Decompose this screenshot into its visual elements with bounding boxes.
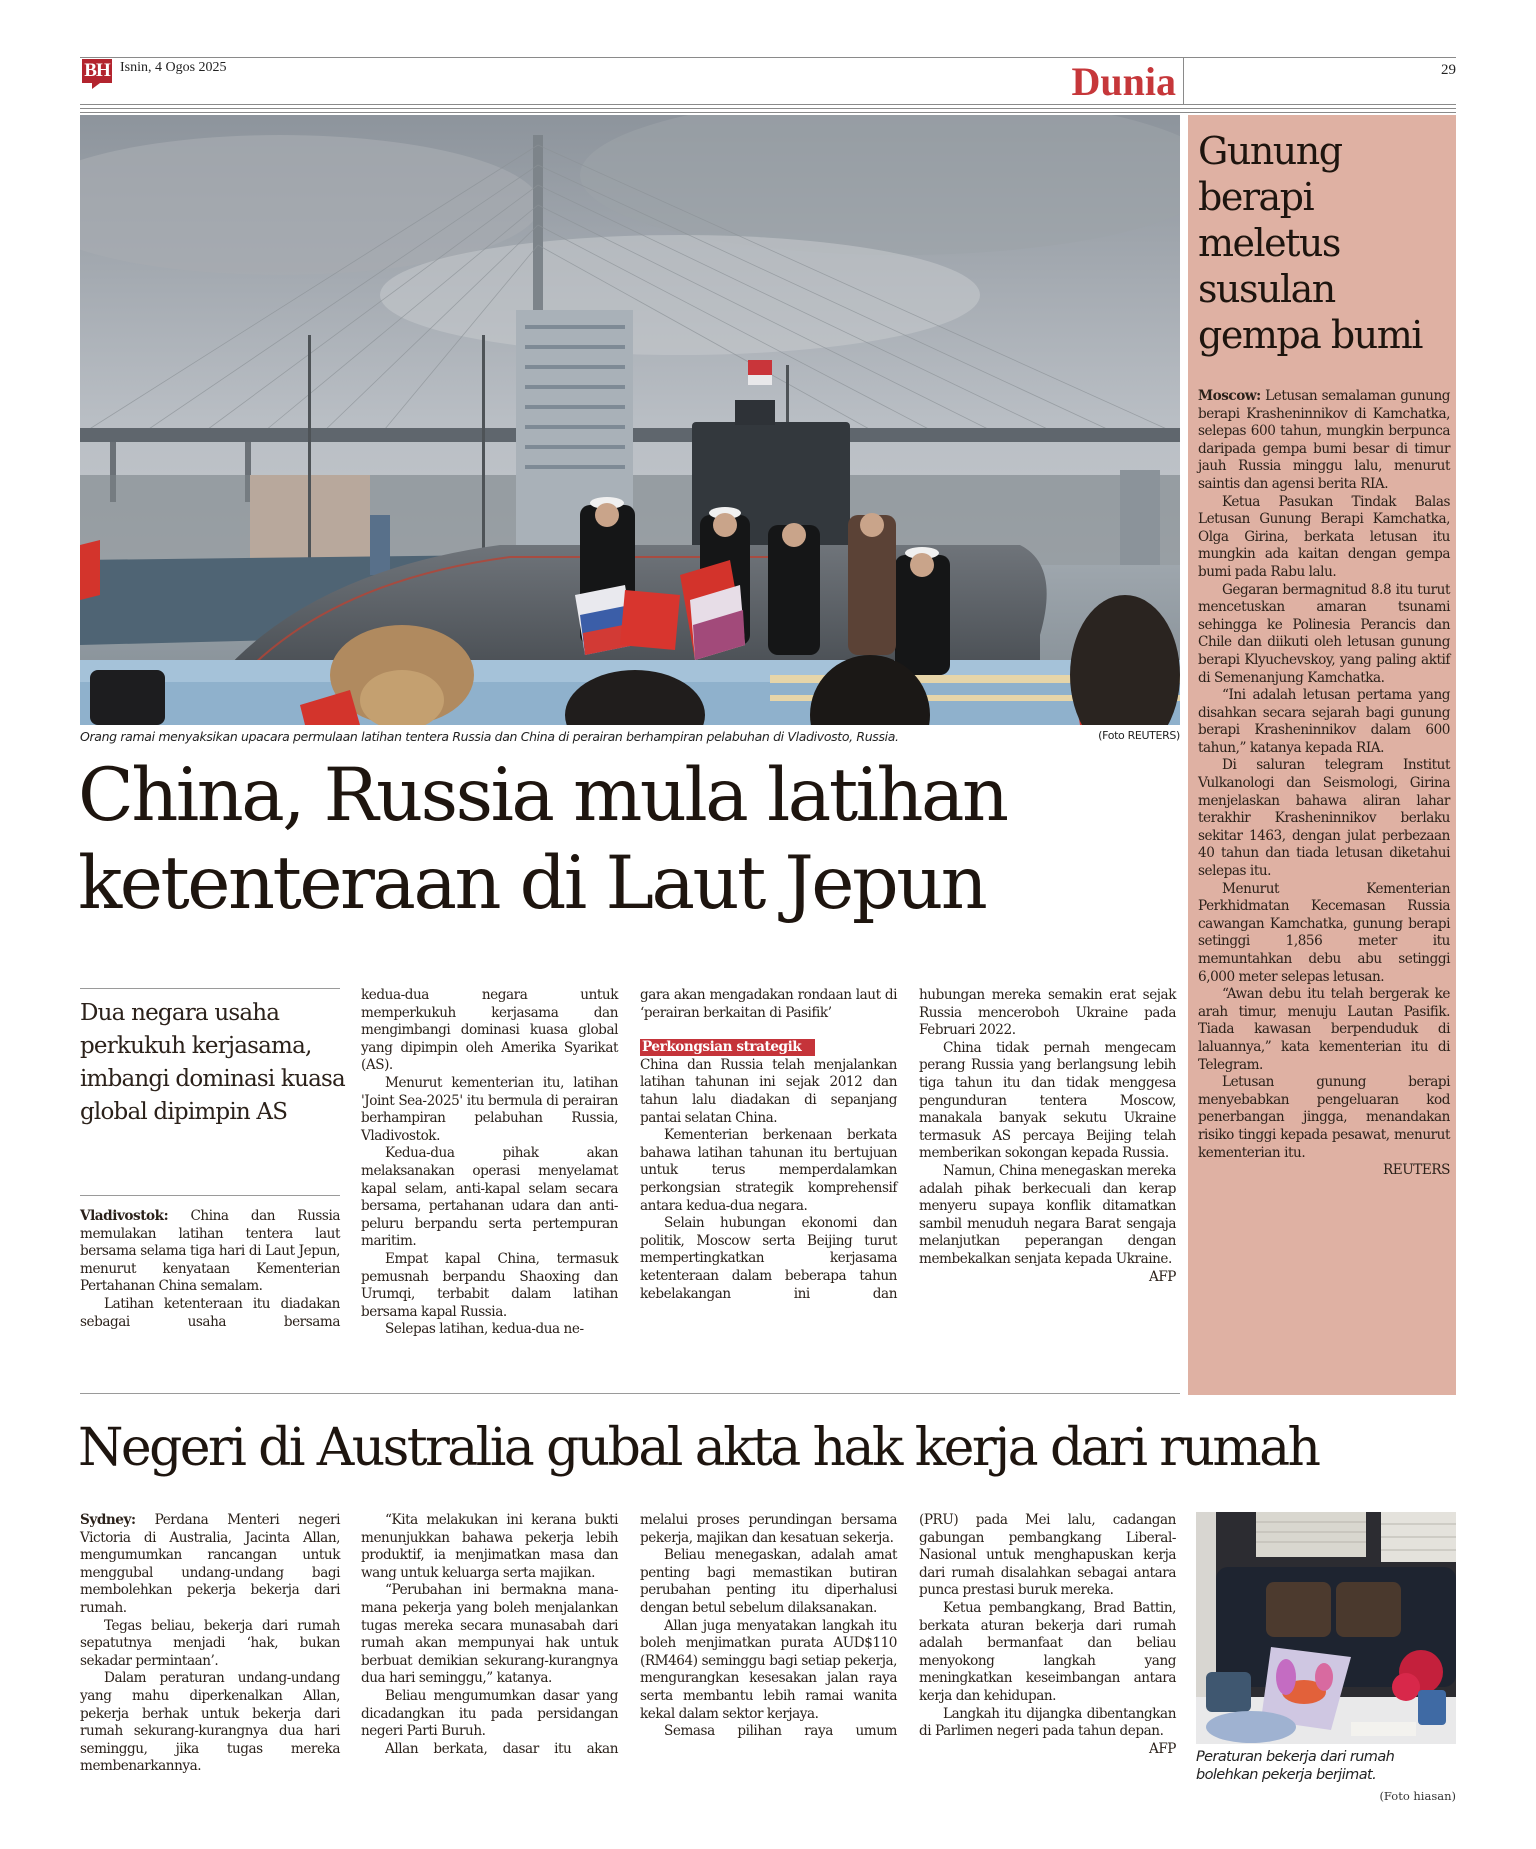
paragraph: Latihan ketenteraan itu diadakan sebagai usaha bersama — [80, 1295, 340, 1330]
paragraph: Moscow: Letusan semalaman gunung berapi Krasheninnikov di Kamchatka, selepas 600 tahun, mungkin berpunca daripada gempa bumi besar di timur jauh Russia minggu lalu, menurut saintis dan agensi berita RIA. — [1198, 388, 1450, 492]
main-story-column-3 — [640, 987, 897, 1303]
main-photo-caption — [80, 729, 1180, 744]
masthead-divider — [1183, 57, 1184, 104]
main-headline — [78, 752, 1188, 928]
paragraph: Namun, China menegaskan mereka adalah pihak berkecuali dan kerap menyeru supaya konflik ditamatkan sambil menuduh negara Barat sengaja melanjutkan peperangan dengan membekalkan senjata kepada Ukraine. — [919, 1162, 1176, 1267]
subhead-perkongsian-strategik: Perkongsian strategik — [640, 1039, 815, 1056]
second-headline: Negeri di Australia gubal akta hak kerja dari rumah — [78, 1418, 1319, 1478]
paragraph: Beliau mengumumkan dasar yang dicadangkan itu pada persidangan negeri Parti Buruh. — [361, 1687, 618, 1740]
paragraph: “Perubahan ini bermakna mana-mana pekerja yang boleh menjalankan tugas mereka secara munasabah dari rumah akan mempunyai hak untuk berbuat demikian sekurang-kurangnya dua hari seminggu,” katanya. — [361, 1582, 618, 1687]
dateline: Moscow: — [1198, 388, 1261, 404]
paragraph: Gegaran bermagnitud 8.8 itu turut mencetuskan amaran tsunami sehingga ke Polinesia Perancis dan Chile dan diikuti oleh letusan gunung berapi Klyuchevskoy, yang paling aktif di Semenanjung Kamchatka. — [1198, 581, 1450, 686]
masthead-top-rule — [80, 57, 1456, 58]
laptop-desk-image — [1196, 1512, 1456, 1744]
dateline: Sydney: — [80, 1512, 136, 1528]
paragraph: Selain hubungan ekonomi dan politik, Moscow serta Beijing turut mempertingkatkan kerjasama ketenteraan dalam beberapa tahun kebelakangan ini dan — [640, 1215, 897, 1302]
paragraph: China dan Russia telah menjalankan latihan tahunan ini sejak 2012 dan tahun lalu diadakan di sepanjang pantai selatan China. — [640, 1056, 897, 1126]
main-story-column-4 — [919, 987, 1176, 1286]
paragraph: Ketua Pasukan Tindak Balas Letusan Gunung Berapi Kamchatka, Olga Girina, berkata letusan itu mungkin ada kaitan dengan gempa bumi pada Rabu lalu. — [1198, 493, 1450, 580]
paragraph: hubungan mereka semakin erat sejak Russia menceroboh Ukraine pada Februari 2022. — [919, 987, 1176, 1039]
paragraph: Beliau menegaskan, adalah amat penting bagi memastikan butiran perubahan penting itu diperhalusi dengan betul sebelum dilaksanakan. — [640, 1547, 897, 1616]
dateline: Vladivostok: — [80, 1208, 169, 1224]
agency-credit: REUTERS — [1382, 1162, 1450, 1179]
bh-logo-tail — [92, 83, 100, 89]
paragraph: Di saluran telegram Institut Vulkanologi dan Seismologi, Girina menjelaskan bahawa aliran lahar terakhir Krasheninnikov berlaku sekitar 1463, dengan julat perbezaan 40 tahun dan tiada letusan diketahui selepas itu. — [1198, 757, 1450, 880]
main-photo-submarine — [80, 115, 1180, 725]
paragraph: Ketua pembangkang, Brad Battin, berkata aturan bekerja dari rumah adalah bermanfaat dan beliau menyokong langkah yang meningkatkan keseimbangan antara kerja dan kehidupan. — [919, 1599, 1176, 1704]
second-story-column-1 — [80, 1512, 340, 1776]
paragraph: Vladivostok: China dan Russia memulakan latihan tentera laut bersama selama tiga hari di Laut Jepun, menurut kenyataan Kementerian Pertahanan China semalam. — [80, 1208, 341, 1295]
agency-credit: AFP — [1148, 1740, 1176, 1757]
paragraph: kedua-dua negara untuk memperkukuh kerjasama dan mengimbangi dominasi kuasa global yang dipimpin oleh Amerika Syarikat (AS). — [361, 987, 618, 1074]
masthead-rule — [80, 104, 1456, 105]
second-story-column-4 — [919, 1512, 1176, 1758]
paragraph: Semasa pilihan raya umum — [664, 1723, 897, 1740]
deck-rule — [80, 1195, 340, 1196]
submarine-scene-image — [80, 115, 1180, 725]
section-title: Dunia — [1071, 59, 1176, 104]
bh-logo: BH — [82, 59, 112, 83]
issue-date: Isnin, 4 Ogos 2025 — [120, 60, 227, 75]
sidebar-headline: Gunung berapi meletus susulan gempa bumi — [1198, 129, 1422, 357]
paragraph: Letusan gunung berapi menyebabkan pengeluaran kod penerbangan jingga, menandakan risiko tinggi kepada pesawat, menurut kementerian itu. — [1198, 1074, 1450, 1161]
main-headline-line2: ketenteraan di Laut Jepun — [78, 841, 986, 926]
deck-rule — [80, 988, 340, 989]
paragraph: gara akan mengadakan rondaan laut di ‘perairan berkaitan di Pasifik’ — [640, 987, 897, 1021]
main-story-column-2 — [361, 987, 618, 1339]
main-photo-caption-text: Orang ramai menyaksikan upacara permulaan latihan tentera Russia dan China di perairan berhampiran pelabuhan di Vladivosto, Russia. — [80, 729, 899, 744]
paragraph: Allan juga menyatakan langkah itu boleh menjimatkan purata AUD$110 (RM464) seminggu bagi setiap pekerja, mengurangkan kesesakan jalan raya serta membantu lebih ramai wanita kekal dalam sektor kerjaya. — [640, 1617, 897, 1722]
main-story-column-1 — [80, 1208, 340, 1331]
paragraph: Sydney: Perdana Menteri negeri Victoria di Australia, Jacinta Allan, mengumumkan rancangan untuk menggubal undang-undang bagi membolehkan pekerja bekerja dari rumah. — [80, 1512, 341, 1616]
paragraph: Langkah itu dijangka dibentangkan di Parlimen negeri pada tahun depan. AFP — [919, 1705, 1176, 1757]
paragraph: Selepas latihan, kedua-dua ne- — [385, 1321, 584, 1338]
main-headline-line1: China, Russia mula latihan — [78, 753, 1007, 838]
paragraph: Tegas beliau, bekerja dari rumah sepatutnya menjadi ‘hak, bukan sekadar permintaan’. — [80, 1617, 340, 1669]
work-from-home-photo-caption: Peraturan bekerja dari rumah bolehkan pekerja berjimat. — [1196, 1749, 1395, 1783]
paragraph: “Ini adalah letusan pertama yang disahkan secara sejarah bagi gunung berapi Krasheninnikov dalam 600 tahun,” katanya kepada RIA. — [1198, 687, 1450, 756]
paragraph: Allan berkata, dasar itu akan — [385, 1740, 618, 1757]
paragraph: China tidak pernah mengecam perang Russia yang berlangsung lebih tiga tahun itu dan tidak menggesa pengunduran tentera Moscow, manakala banyak sekutu Ukraine termasuk AS percaya Beijing telah memberikan sokongan kepada Russia. — [919, 1039, 1176, 1162]
paragraph: Empat kapal China, termasuk pemusnah berpandu Shaoxing dan Urumqi, terbabit dalam latihan bersama kapal Russia. — [361, 1250, 618, 1320]
page-number: 29 — [1441, 62, 1456, 78]
paragraph: Dalam peraturan undang-undang yang mahu diperkenalkan Allan, pekerja berhak untuk bekerja dari rumah sekurang-kurangnya dua hari seminggu, jika tugas mereka membenarkannya. — [80, 1670, 340, 1775]
paragraph: “Kita melakukan ini kerana bukti menunjukkan bahawa pekerja lebih produktif, ia menjimatkan masa dan wang untuk keluarga serta majikan. — [361, 1512, 618, 1581]
sidebar-story-column — [1198, 388, 1450, 1180]
paragraph: Kementerian berkenaan berkata bahawa latihan tahunan itu bertujuan untuk terus memperdalamkan perkongsian strategik komprehensif antara kedua-dua negara. — [640, 1127, 897, 1214]
main-deck: Dua negara usaha perkukuh kerjasama, imbangi dominasi kuasa global dipimpin AS — [80, 1000, 345, 1125]
paragraph: Menurut kementerian itu, latihan 'Joint Sea-2025' itu bermula di perairan berhampiran pelabuhan Russia, Vladivostok. — [361, 1074, 618, 1144]
paragraph: melalui proses perundingan bersama pekerja, majikan dan kesatuan sekerja. — [640, 1512, 897, 1546]
paragraph: Menurut Kementerian Perkhidmatan Kecemasan Russia cawangan Kamchatka, gunung berapi setinggi 1,856 meter itu memuntahkan debu abu setinggi 6,000 meter selepas letusan. — [1198, 880, 1450, 985]
paragraph: “Awan debu itu telah bergerak ke arah timur, menuju Lautan Pasifik. Tiada kawasan berpenduduk di laluannya,” kata kementerian itu di Telegram. — [1198, 986, 1450, 1073]
masthead-rule — [80, 108, 1456, 109]
second-story-column-3 — [640, 1512, 897, 1741]
second-story-column-2 — [361, 1512, 618, 1758]
work-from-home-photo — [1196, 1512, 1456, 1744]
story-separator-rule — [80, 1393, 1180, 1394]
masthead-rule — [80, 112, 1456, 113]
paragraph: Kedua-dua pihak akan melaksanakan operasi menyelamat kapal selam, anti-kapal selam secara bersama, pertahanan udara dan anti-peluru berpandu serta pertempuran maritim. — [361, 1145, 618, 1250]
agency-credit: AFP — [1148, 1268, 1176, 1285]
work-from-home-photo-credit: (Foto hiasan) — [1379, 1789, 1456, 1803]
main-photo-credit: (Foto REUTERS) — [1098, 729, 1180, 742]
paragraph: (PRU) pada Mei lalu, cadangan gabungan pembangkang Liberal-Nasional untuk menghapuskan kerja dari rumah disalahkan sebagai antara punca prestasi buruk mereka. — [919, 1512, 1176, 1599]
